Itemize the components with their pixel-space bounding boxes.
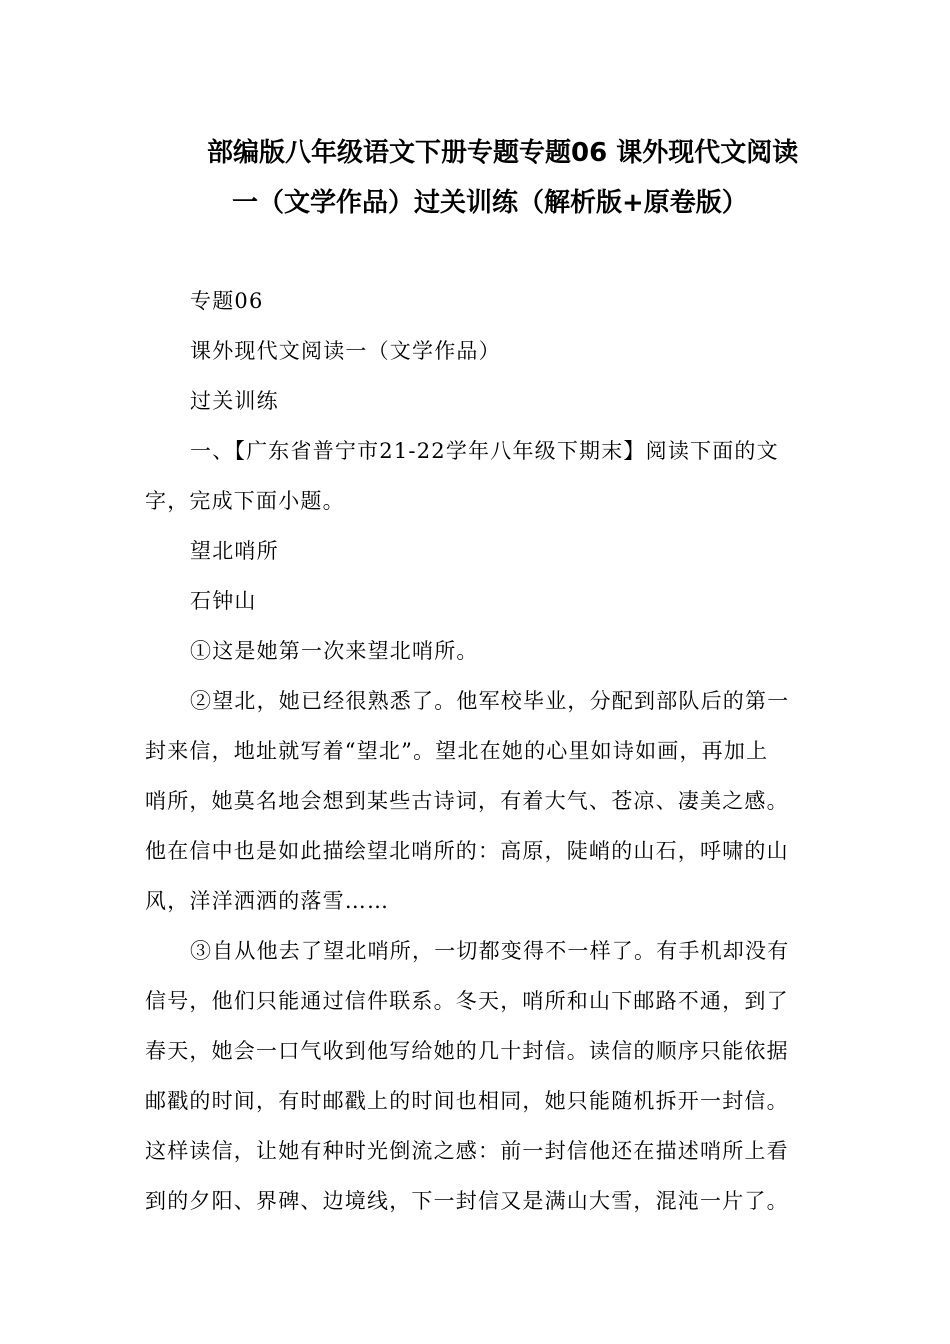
paragraph-2-line: 他在信中也是如此描绘望北哨所的：高原，陡峭的山石，呼啸的山 bbox=[145, 839, 789, 863]
paragraph-3-line: 到的夕阳、界碑、边境线，下一封信又是满山大雪，混沌一片了。 bbox=[145, 1189, 789, 1213]
topic-name: 课外现代文阅读一（文学作品） bbox=[190, 339, 501, 363]
paragraph-2-line: 风，洋洋洒洒的落雪…… bbox=[145, 889, 390, 913]
paragraph-2-line: 哨所，她莫名地会想到某些古诗词，有着大气、苍凉、凄美之感。 bbox=[145, 789, 789, 813]
document-title-line-1: 部编版八年级语文下册专题专题06 课外现代文阅读 bbox=[207, 138, 799, 168]
paragraph-3-line: 这样读信，让她有种时光倒流之感：前一封信他还在描述哨所上看 bbox=[145, 1139, 789, 1163]
article-author: 石钟山 bbox=[190, 589, 257, 613]
paragraph-2-line: 封来信，地址就写着“望北”。望北在她的心里如诗如画，再加上 bbox=[145, 739, 769, 763]
paragraph-2-line: ②望北，她已经很熟悉了。他军校毕业，分配到部队后的第一 bbox=[190, 689, 790, 713]
article-title: 望北哨所 bbox=[190, 539, 279, 563]
paragraph-3-line: 邮戳的时间，有时邮戳上的时间也相同，她只能随机拆开一封信。 bbox=[145, 1089, 789, 1113]
paragraph-3-line: 春天，她会一口气收到他写给她的几十封信。读信的顺序只能依据 bbox=[145, 1039, 789, 1063]
paragraph-3-line: 信号，他们只能通过信件联系。冬天，哨所和山下邮路不通，到了 bbox=[145, 989, 789, 1013]
paragraph-3-line: ③自从他去了望北哨所，一切都变得不一样了。有手机却没有 bbox=[190, 939, 790, 963]
topic-number: 专题06 bbox=[190, 289, 264, 313]
question-intro-line-1: 一、【广东省普宁市21-22学年八年级下期末】阅读下面的文 bbox=[190, 439, 779, 463]
paragraph-1-line: ①这是她第一次来望北哨所。 bbox=[190, 639, 479, 663]
document-title-line-2: 一（文学作品）过关训练（解析版+原卷版） bbox=[232, 188, 748, 218]
section-heading: 过关训练 bbox=[190, 389, 279, 413]
question-intro-line-2: 字，完成下面小题。 bbox=[145, 489, 345, 513]
